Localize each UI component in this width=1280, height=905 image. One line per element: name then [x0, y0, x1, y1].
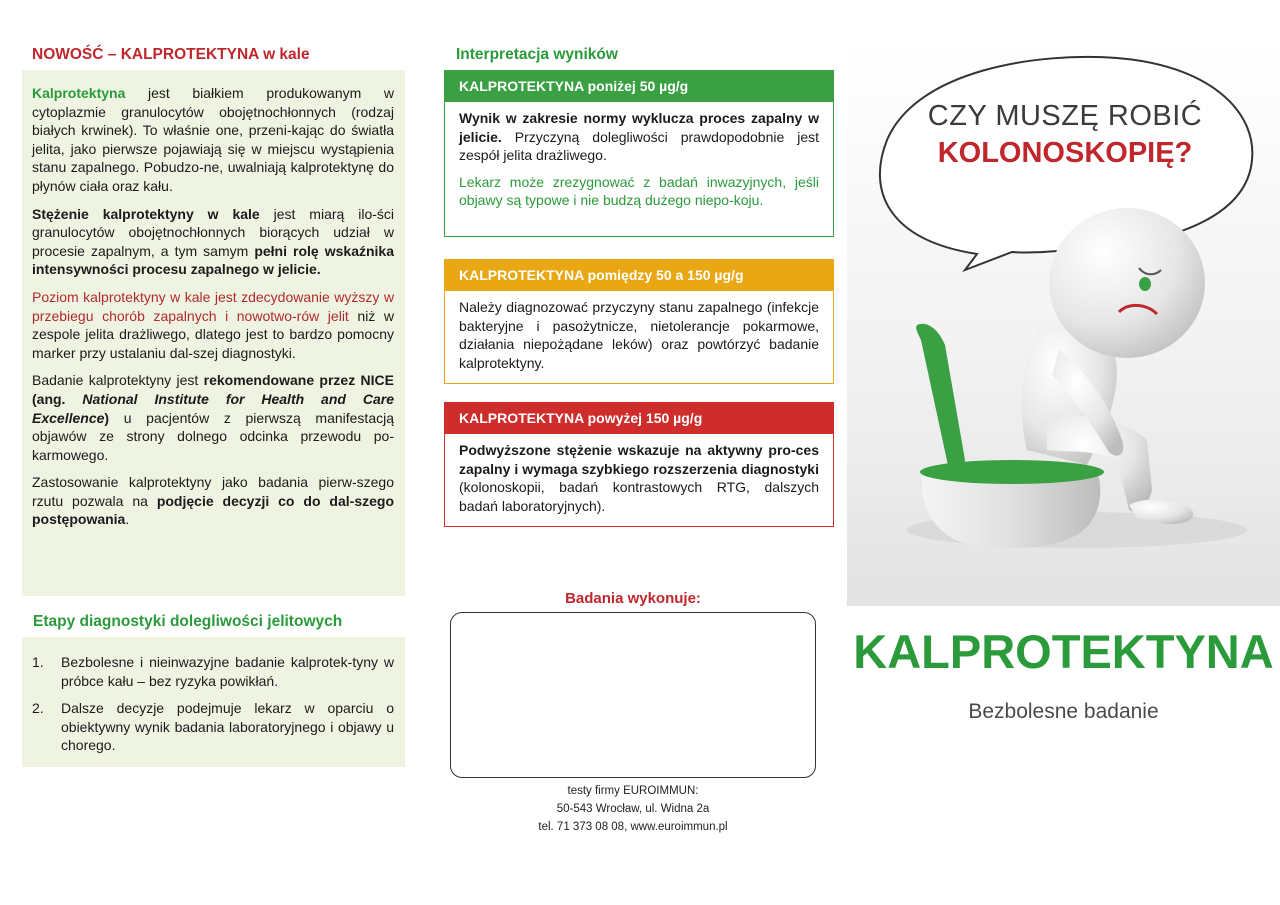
result-note-low: Lekarz może zrezygnować z badań inwazyjnych, jeśli objawy są typowe i nie budzą dużego niepo-koju. — [459, 173, 819, 209]
stamp-box — [450, 612, 816, 778]
brochure-subtitle: Bezbolesne badanie — [968, 700, 1159, 723]
performed-by-label: Badania wykonuje: — [565, 590, 701, 607]
result-box-high: KALPROTEKTYNA powyżej 150 µg/g Podwyższone stężenie wskazuje na aktywny pro-ces zapalny i wymaga szybkiego rozszerzenia diagnostyki (kolonoskopii, badań kontrastowych RTG, dalszych badań laboratoryjnych). — [444, 402, 834, 527]
list-item: 1. Bezbolesne i nieinwazyjne badanie kalprotek-tyny w próbce kału – bez ryzyka powikłań. — [32, 654, 394, 689]
result-header-high: KALPROTEKTYNA powyżej 150 µg/g — [445, 403, 833, 434]
result-box-low: KALPROTEKTYNA poniżej 50 µg/g Wynik w zakresie normy wyklucza proces zapalny w jelicie. Przyczyną dolegliwości prawdopodobnie jest zespół jelita drażliwego. Lekarz może zrezygnować z badań inwazyjnych, jeśli objawy są typowe i nie budzą dużego niepo-koju. — [444, 70, 834, 237]
paragraph-concentration: Stężenie kalprotektyny w kale jest miarą ilo-ści granulocytów obojętnochłonnych biorących udział w procesie zapalnym, a tym samym pełni rolę wskaźnika intensywności procesu zapalnego w jelicie. — [32, 205, 394, 278]
paragraph-nice: Badanie kalprotektyny jest rekomendowane przez NICE (ang. National Institute for Health and Care Excellence) u pacjentów z pierwszą manifestacją objawów ze strony dolnego odcinka przewodu po-karmowego. — [32, 372, 394, 463]
toilet-seat — [920, 460, 1104, 484]
paragraph-level: Poziom kalprotektyny w kale jest zdecydowanie wyższy w przebiegu chorób zapalnych i nowotwo-rów jelit niż w zespole jelita drażliwego, dlatego jest to bardzo pomocny marker przy ustalaniu dal-szej diagnostyki. — [32, 288, 394, 361]
list-item: 2. Dalsze decyzje podejmuje lekarz w oparciu o obiektywny wynik badania laboratoryjnego i objawy u chorego. — [32, 700, 394, 754]
result-header-low: KALPROTEKTYNA poniżej 50 µg/g — [445, 71, 833, 102]
green-tear — [1139, 277, 1151, 291]
result-header-mid: KALPROTEKTYNA pomiędzy 50 a 150 µg/g — [445, 260, 833, 291]
steps-title: Etapy diagnostyki dolegliwości jelitowych — [33, 613, 343, 630]
company-footer: testy firmy EUROIMMUN: 50-543 Wrocław, ul. Widna 2a tel. 71 373 08 08, www.euroimmun.pl — [538, 785, 728, 833]
intro-panel — [22, 70, 405, 596]
figure-head — [1049, 208, 1205, 358]
bubble-question-line1: CZY MUSZĘ ROBIĆ — [927, 100, 1203, 132]
bubble-question-line2: KOLONOSKOPIĘ? — [937, 137, 1193, 169]
result-box-mid: KALPROTEKTYNA pomiędzy 50 a 150 µg/g Należy diagnozować przyczyny stanu zapalnego (infekcje bakteryjne i pasożytnicze, nietolerancje pokarmowe, działania niepożądane leków) oraz powtórzyć badanie kalprotektyny. — [444, 259, 834, 384]
paragraph-first-line: Zastosowanie kalprotektyny jako badania pierw-szego rzutu pozwala na podjęcie decyzji co do dal-szego postępowania. — [32, 474, 394, 528]
paragraph-definition: Kalprotektyna jest białkiem produkowanym w cytoplazmie granulocytów obojętnochłonnych (rodzaj białych krwinek). To właśnie one, przeni-kając do światła jelita, jako pierwsze pojawiają się w miejscu wystąpienia stanu zapalnego. Pobudzo-ne, uwalniają kalprotektynę do płynów ciała oraz kału. — [32, 85, 394, 194]
steps-panel — [22, 637, 405, 767]
steps-list — [32, 653, 394, 764]
section-title-kalprotektyna: NOWOŚĆ – KALPROTEKTYNA w kale — [32, 46, 310, 63]
brochure-title: KALPROTEKTYNA — [853, 625, 1274, 678]
interpretation-title: Interpretacja wyników — [456, 46, 618, 63]
